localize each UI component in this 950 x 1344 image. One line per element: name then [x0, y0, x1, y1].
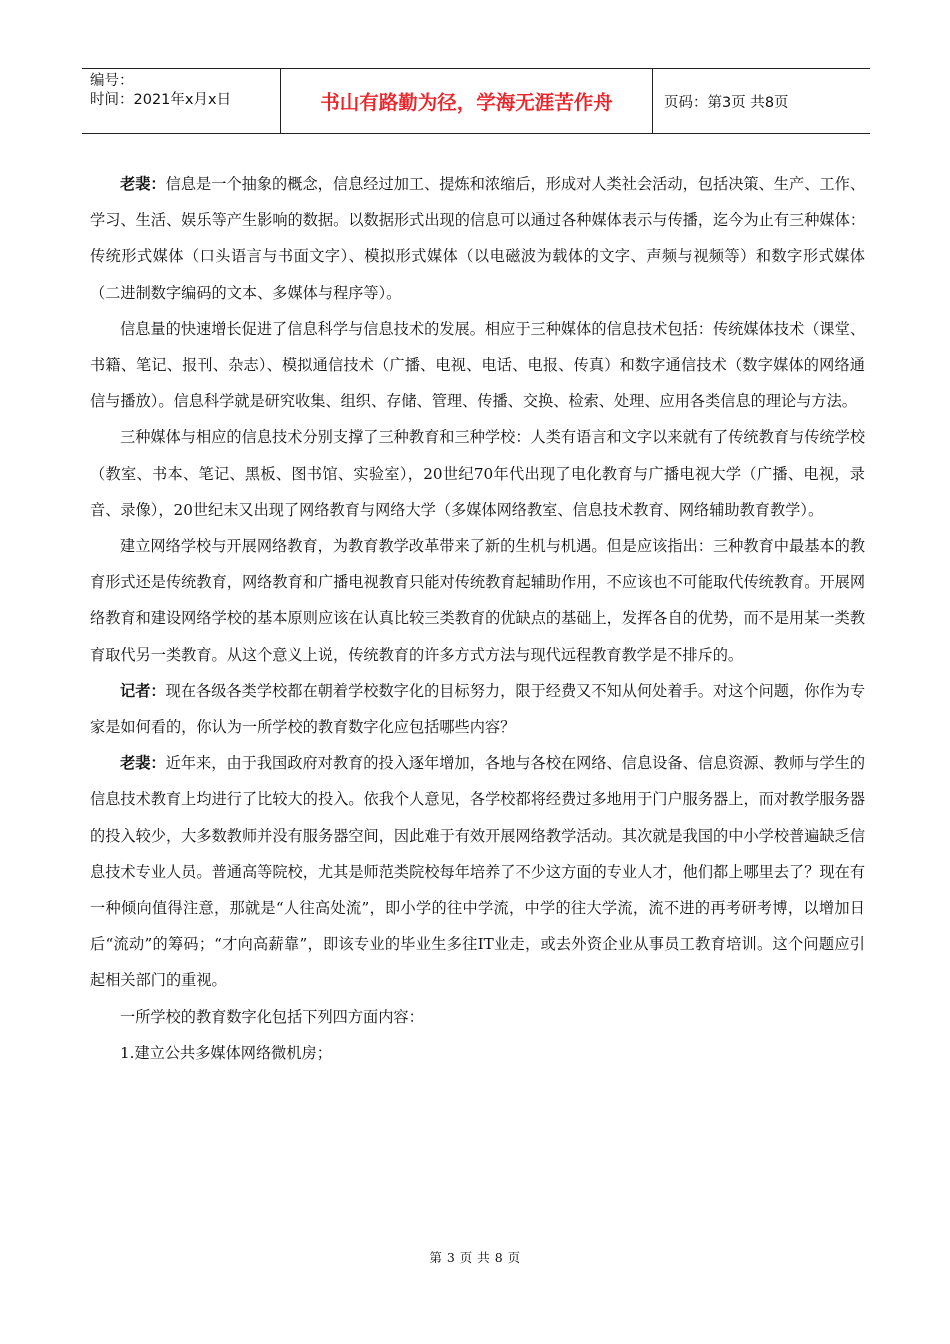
- header-page-info: 页码：第3页 共8页: [664, 94, 789, 111]
- speaker-label: 老裴：: [120, 754, 166, 773]
- document-date: 时间：2021年x月x日: [90, 92, 232, 108]
- header-motto: 书山有路勤为径，学海无涯苦作舟: [281, 69, 653, 133]
- document-header: [82, 68, 870, 134]
- list-item: 1.建立公共多媒体网络微机房；: [120, 1043, 332, 1062]
- document-body: [90, 166, 865, 1071]
- paragraph-text: 近年来，由于我国政府对教育的投入逐年增加，各地与各校在网络、信息设备、信息资源、教师与学生的信息技术教育上均进行了比较大的投入。依我个人意见，各学校都将经费过多地用于门户服务器上，而对教学服务器的投入较少，大多数教师并没有服务器空间，因此难于有效开展网络教学活动。其次就是我国的中小学校普遍缺乏信息技术专业人员。普通高等院校，尤其是师范类院校每年培养了不少这方面的专业人才，他们都上哪里去了？现在有一种倾向值得注意，那就是“人往高处流”，即小学的往中学流，中学的往大学流，流不进的再考研考博，以增加日后“流动”的筹码；“才向高薪靠”，即该专业的毕业生多往IT业走，或去外资企业从事员工教育培训。这个问题应引起相关部门的重视。: [90, 754, 866, 990]
- paragraph-text: 现在各级各类学校都在朝着学校数字化的目标努力，限于经费又不知从何处着手。对这个问题，你作为专家是如何看的，你认为一所学校的教育数字化应包括哪些内容？: [90, 681, 866, 737]
- header-meta: [82, 69, 281, 133]
- speaker-label: 老裴：: [120, 175, 166, 193]
- paragraph: [90, 745, 865, 998]
- speaker-label: 记者：: [120, 681, 166, 700]
- paragraph: 建立网络学校与开展网络教育，为教育教学改革带来了新的生机与机遇。但是应该指出：三种教育中最基本的教育形式还是传统教育，网络教育和广播电视教育只能对传统教育起辅助作用，不应该也不可能取代传统教育。开展网络教育和建设网络学校的基本原则应该在认真比较三类教育的优缺点的基础上，发挥各自的优势，而不是用某一类教育取代另一类教育。从这个意义上说，传统教育的许多方式方法与现代远程教育教学是不排斥的。: [90, 537, 865, 664]
- paragraph: 一所学校的教育数字化包括下列四方面内容：: [120, 1007, 424, 1026]
- paragraph: [90, 166, 865, 311]
- paragraph: [90, 673, 865, 745]
- paragraph: 三种媒体与相应的信息技术分别支撑了三种教育和三种学校：人类有语言和文字以来就有了传统教育与传统学校（教室、书本、笔记、黑板、图书馆、实验室），20世纪70年代出现了电化教育与广播电视大学（广播、电视，录音、录像），20世纪末又出现了网络教育与网络大学（多媒体网络教室、信息技术教育、网络辅助教育教学）。: [90, 428, 865, 519]
- paragraph: 信息量的快速增长促进了信息科学与信息技术的发展。相应于三种媒体的信息技术包括：传统媒体技术（课堂、书籍、笔记、报刊、杂志）、模拟通信技术（广播、电视、电话、电报、传真）和数字通信技术（数字媒体的网络通信与播放）。信息科学就是研究收集、组织、存储、管理、传播、交换、检索、处理、应用各类信息的理论与方法。: [90, 319, 865, 411]
- paragraph-text: 信息是一个抽象的概念，信息经过加工、提炼和浓缩后，形成对人类社会活动，包括决策、生产、工作、学习、生活、娱乐等产生影响的数据。以数据形式出现的信息可以通过各种媒体表示与传播，迄今为止有三种媒体：传统形式媒体（口头语言与书面文字）、模拟形式媒体（以电磁波为载体的文字、声频与视频等）和数字形式媒体（二进制数字编码的文本、多媒体与程序等）。: [90, 175, 866, 302]
- document-number-label: 编号：: [90, 73, 134, 89]
- page-footer: 第 3 页 共 8 页: [429, 1250, 521, 1265]
